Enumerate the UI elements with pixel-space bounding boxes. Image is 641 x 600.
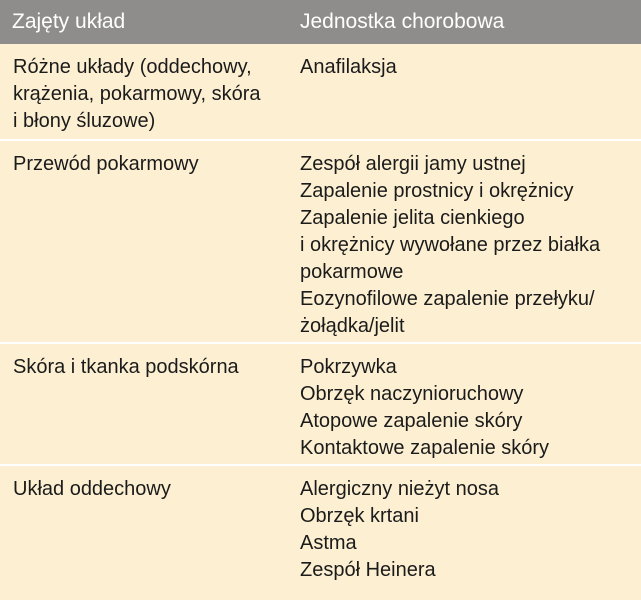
- disease-line: Eozynofilowe zapalenie przełyku/: [300, 288, 595, 310]
- disease-cell: [288, 344, 641, 464]
- disease-line: Zapalenie prostnicy i okrężnicy: [300, 180, 574, 202]
- disease-cell: [288, 44, 641, 139]
- disease-line: Zespół Heinera: [300, 559, 436, 581]
- system-line: Przewód pokarmowy: [13, 153, 199, 175]
- table-header: [0, 0, 641, 44]
- system-cell: [0, 466, 288, 600]
- disease-line: Astma: [300, 532, 357, 554]
- table-row: [0, 344, 641, 466]
- table-row: [0, 466, 641, 600]
- table-row: [0, 141, 641, 344]
- disease-line: Kontaktowe zapalenie skóry: [300, 437, 550, 459]
- disease-cell: [288, 141, 641, 342]
- disease-line: Alergiczny nieżyt nosa: [300, 478, 499, 500]
- header-affected-system: Zajęty układ: [12, 10, 126, 33]
- disease-line: Pokrzywka: [300, 356, 397, 378]
- header-disease-entity: Jednostka chorobowa: [300, 10, 505, 33]
- disease-line: Zespół alergii jamy ustnej: [300, 153, 526, 175]
- disease-line: Atopowe zapalenie skóry: [300, 410, 523, 432]
- disease-line: żołądka/jelit: [300, 315, 405, 337]
- disease-line: pokarmowe: [300, 261, 404, 283]
- disease-line: Anafilaksja: [300, 56, 397, 78]
- table-row: [0, 44, 641, 141]
- disease-line: Zapalenie jelita cienkiego: [300, 207, 525, 229]
- system-line: Układ oddechowy: [13, 478, 171, 500]
- disease-line: Obrzęk krtani: [300, 505, 419, 527]
- system-line: i błony śluzowe): [13, 110, 156, 132]
- system-cell: [0, 344, 288, 464]
- disease-cell: [288, 466, 641, 600]
- system-line: Skóra i tkanka podskórna: [13, 356, 239, 378]
- system-line: Różne układy (oddechowy,: [13, 56, 252, 78]
- system-line: krążenia, pokarmowy, skóra: [13, 83, 261, 105]
- system-cell: [0, 141, 288, 342]
- disease-line: Obrzęk naczynioruchowy: [300, 383, 524, 405]
- system-cell: [0, 44, 288, 139]
- disease-line: i okrężnicy wywołane przez białka: [300, 234, 601, 256]
